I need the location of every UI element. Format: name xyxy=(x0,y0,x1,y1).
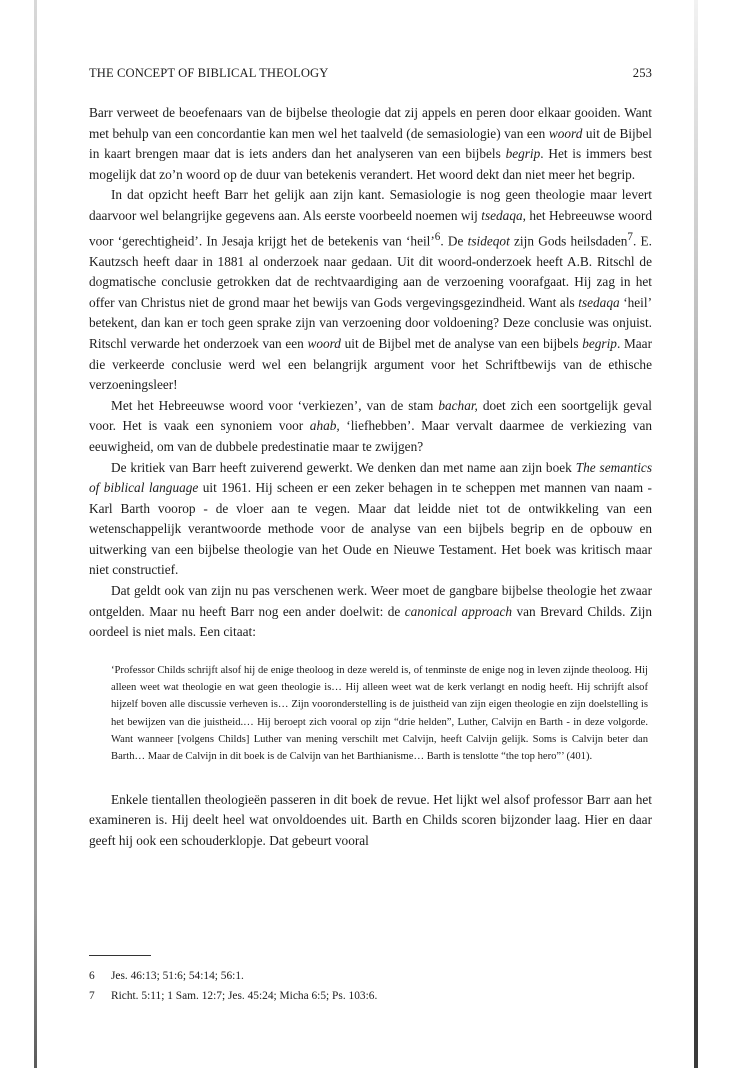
block-quote xyxy=(111,662,648,766)
text-run: , het Hebreeuwse woord voor ‘gerechtigheid’. In Jesaja krijgt het de betekenis van ‘heil’ xyxy=(89,207,653,248)
text-run: zijn Gods heilsdaden xyxy=(509,232,628,248)
footnote-text: Richt. 5:11; 1 Sam. 12:7; Jes. 45:24; Micha 6:5; Ps. 103:6. xyxy=(111,990,378,1002)
paragraph-3 xyxy=(89,396,652,458)
emphasis: woord xyxy=(307,335,341,351)
footnotes xyxy=(89,966,649,1006)
emphasis: canonical approach xyxy=(404,603,513,619)
text-run: . E. Kautzsch heeft daar in 1881 al onderzoek naar gedaan. Uit dit woord-onderzoek heeft A.B. Ritschl de dogmatische conclusie getrokken dat de rechtvaardiging aan de verzoening voorafgaat. Hij zag in het offer van Christus niet de grond maar het bewijs van Gods vergevingsgezindheid. Want als xyxy=(89,232,652,310)
text-run: Dat geldt ook van zijn nu pas verschenen werk. Weer moet de gangbare bijbelse theologie het zwaar ontgelden. Maar nu heeft Barr nog een ander doelwit: de xyxy=(89,583,652,619)
paragraph-5 xyxy=(89,581,652,643)
emphasis: tsedaqa xyxy=(481,207,523,223)
emphasis: begrip xyxy=(582,335,617,351)
running-head xyxy=(89,66,652,81)
body-text xyxy=(89,103,652,851)
paragraph-6: Enkele tientallen theologieën passeren in dit boek de revue. Het lijkt wel alsof professor Barr aan het examineren is. Hij deelt heel wat onvoldoendes uit. Barth en Childs scoren bijzonder laag. Hier en daar geeft hij ook een schouderklopje. Dat gebeurt vooral xyxy=(89,791,652,848)
emphasis: tsideqot xyxy=(467,232,510,248)
page xyxy=(89,66,652,851)
footnote-text: Jes. 46:13; 51:6; 54:14; 56:1. xyxy=(111,970,244,982)
scan-edge-left xyxy=(34,0,37,1068)
text-run: In dat opzicht heeft Barr het gelijk aan zijn kant. Semasiologie is nog geen theologie maar levert daarvoor wel belangrijke gegevens aan. Als eerste voorbeeld noemen wij xyxy=(89,187,652,223)
text-run: . Maar die verkeerde conclusie werd wel een belangrijk argument voor het Schriftbewijs van de ethische verzoeningsleer! xyxy=(89,335,653,393)
emphasis: bachar, xyxy=(438,397,478,413)
paragraph-4 xyxy=(89,458,652,582)
footnote-7 xyxy=(89,986,649,1006)
scan-edge-right xyxy=(694,0,698,1068)
text-run: Barr verweet de beoefenaars van de bijbelse theologie dat zij appels en peren door elkaar gooiden. Want met behulp van een concordantie kan men wel het taalveld (de semasiologie) van een xyxy=(89,105,652,141)
text-run: uit de Bijbel in kaart brengen maar dat is iets anders dan het analyseren van een bijbels xyxy=(89,125,652,162)
text-run: ‘liefhebben’. Maar vervalt daarmee de verkiezing van eeuwigheid, om van de dubbele predestinatie maar te zwijgen? xyxy=(89,418,652,454)
footnote-6 xyxy=(89,966,649,986)
running-title: THE CONCEPT OF BIBLICAL THEOLOGY xyxy=(89,66,329,80)
text-run: . De xyxy=(440,232,468,248)
footnote-number: 7 xyxy=(89,990,95,1002)
paragraph-2 xyxy=(89,185,652,395)
footnote-number: 6 xyxy=(89,970,95,982)
quote-text: ‘Professor Childs schrijft alsof hij de enige theoloog in deze wereld is, of tenminste de enige nog in leven zijnde theoloog. Hij alleen weet wat theologie en wat geen theologie is… Hij alleen weet wat de kerk verlangt en nodig heeft. Hij schrijft alsof hijzelf boven alle discussie verheven is… Zijn vooronderstelling is de juistheid van zijn eigen theologie en zijn doelstelling is het bewijzen van die juistheid.… Hij beroept zich vooral op zijn “drie helden”, Luther, Calvijn en Barth - in deze volgorde. Want wanneer [volgens Childs] Luther van mening verschilt met Calvijn, heeft Calvijn gelijk. Soms is Calvijn beter dan Barth… Maar de Calvijn in dit boek is de Calvijn van het Barthianisme… Barth is tenslotte “the top hero”’ (401). xyxy=(111,664,648,763)
emphasis: woord xyxy=(548,125,583,141)
footnote-ref: 7 xyxy=(627,230,633,243)
page-number: 253 xyxy=(632,66,652,80)
emphasis: begrip xyxy=(505,146,541,162)
footnote-ref: 6 xyxy=(434,230,441,243)
text-run: doet zich een soortgelijk geval voor. Het is vaak een synoniem voor xyxy=(89,397,652,434)
text-run: De kritiek van Barr heeft zuiverend gewerkt. We denken dan met name aan zijn boek xyxy=(111,459,576,475)
footnote-divider xyxy=(89,955,151,956)
text-run: van Brevard Childs. Zijn oordeel is niet mals. Een citaat: xyxy=(89,603,652,640)
text-run: Met het Hebreeuwse woord voor ‘verkiezen’, van de stam xyxy=(111,397,439,413)
emphasis: ahab, xyxy=(309,418,340,434)
text-run: uit de Bijbel met de analyse van een bijbels xyxy=(340,335,583,351)
text-run: uit 1961. Hij scheen er een zeker behagen in te scheppen met mannen van naam - Karl Barth voorop - de vloer aan te vegen. Maar dat leidde niet tot de ontwikkeling van een wetenschappelijk verantwoorde methode voor de analyse van een bijbels begrip en de opbouw en uitwerking van een bijbelse theologie van het Oude en Nieuwe Testament. Het boek was kritisch maar niet constructief. xyxy=(89,480,652,578)
emphasis: tsedaqa xyxy=(578,294,620,310)
book-title: The semantics of biblical language xyxy=(89,459,652,496)
paragraph-1 xyxy=(89,103,652,185)
after-quote xyxy=(89,790,652,852)
text-run: . Het is immers best mogelijk dat zo’n woord op de duur van betekenis verandert. Het woord dekt dan niet meer het begrip. xyxy=(89,146,652,182)
text-run: ‘heil’ betekent, dan kan er toch geen sprake zijn van verzoening door voldoening? Deze conclusie was onjuist. Ritschl verwarde het onderzoek van een xyxy=(89,294,652,351)
